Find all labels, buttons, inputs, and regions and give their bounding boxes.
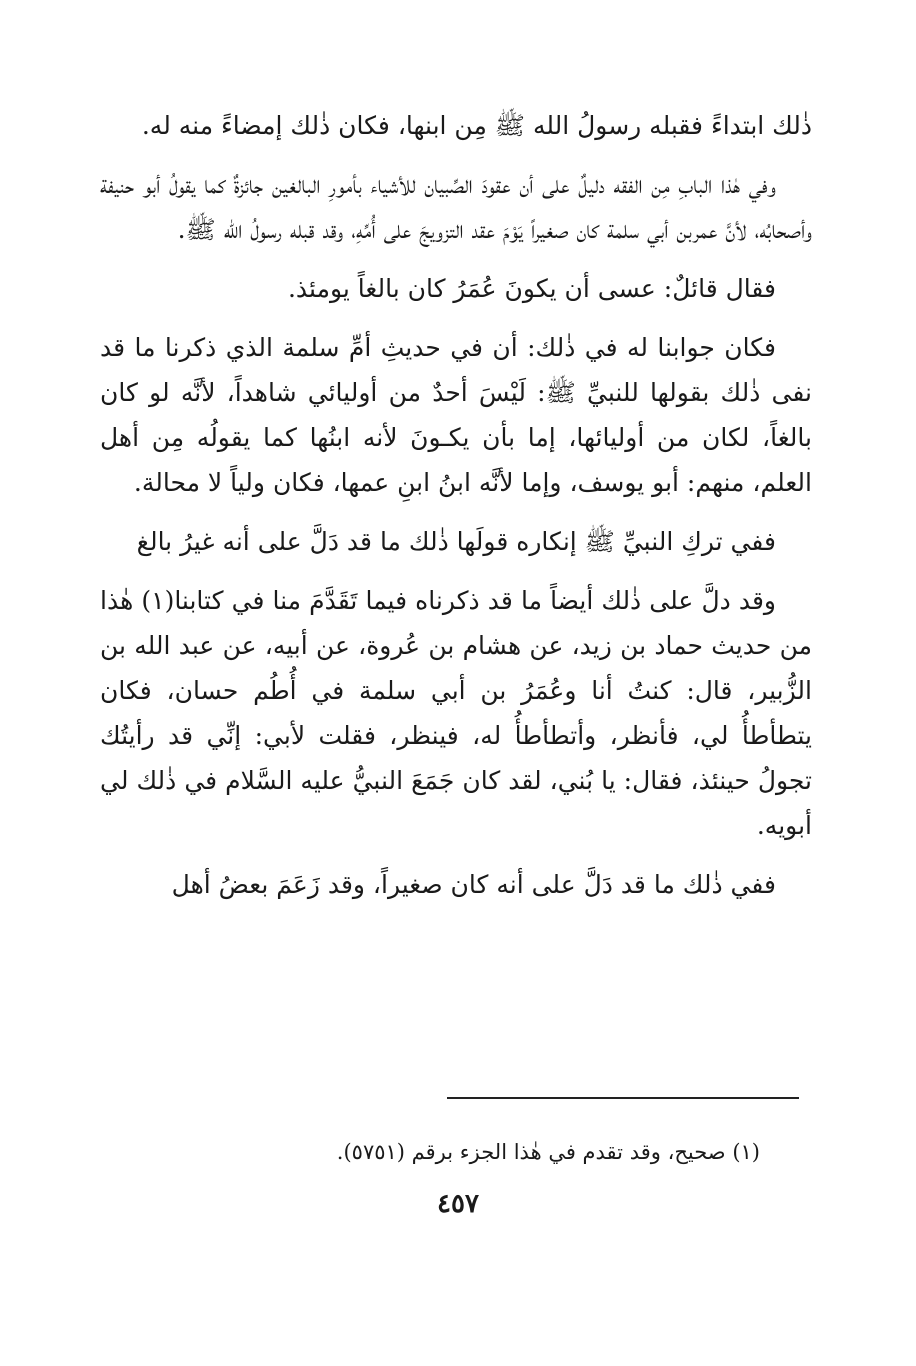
paragraph-5: ففي تركِ النبيِّ ﷺ إنكاره قولَها ذٰلك ما قد دَلَّ على أنه غيرُ بالغ — [136, 527, 776, 556]
paragraph-4: فكان جوابنا له في ذٰلك: أن في حديثِ أمِّ سلمة الذي ذكرنا ما قد نفى ذٰلك بقولها للنبيِّ ﷺ: لَيْسَ أحدٌ من أوليائي شاهداً، لأنَّه لو كان بالغاً، لكان من أوليائها، إما بأن يكـونَ لأنه ابنُها كما يقولُه مِن أهل العلم، منهم: أبو يوسف، وإما لأنَّه ابنُ ابنِ عمها، فكان ولياً لا محالة. — [100, 333, 812, 497]
footnote-divider — [447, 1097, 799, 1099]
paragraph-2: وفي هٰذا البابِ مِن الفقه دليلٌ على أن عقودَ الصِّبيان للأشياء بأمورِ البالغين جائزةٌ كما يقولُ أبو حنيفة وأصحابُه، لأنَّ عمربن أبي سلمة كان صغيراً يَوْمَ عقد التزويجَ على أُمِّهِ، وقد قبله رسولُ الله ﷺ. — [100, 170, 812, 244]
paragraph-1: ذٰلك ابتداءً فقبله رسولُ الله ﷺ مِن ابنها، فكان ذٰلك إمضاءً منه له. — [141, 111, 812, 140]
paragraph-7: ففي ذٰلك ما قد دَلَّ على أنه كان صغيراً، وقد زَعَمَ بعضُ أهل — [171, 870, 776, 899]
paragraph-6: وقد دلَّ على ذٰلك أيضاً ما قد ذكرناه فيما تَقَدَّمَ منا في كتابنا(١) هٰذا من حديث حماد بن زيد، عن هشام بن عُروة، عن أبيه، عن عبد الله بن الزُّبير، قال: كنتُ أنا وعُمَرُ بن أبي سلمة في أُطُم حسان، فكان يتطأطأُ لي، فأنظر، وأتطأطأُ له، فينظر، فقلت لأبي: إنِّي قد رأيتُك تجولُ حينئذ، فقال: يا بُني، لقد كان جَمَعَ النبيُّ عليه السَّلام في ذٰلك لي أبويه. — [100, 586, 812, 840]
paragraph-3: فقال قائلٌ: عسى أن يكونَ عُمَرُ كان بالغاً يومئذ. — [287, 274, 776, 303]
page-number: ٤٥٧ — [437, 1189, 479, 1219]
main-text-block — [100, 103, 812, 907]
footnote: (١) صحيح، وقد تقدم في هٰذا الجزء برقم (٥٧٥١). — [336, 1140, 760, 1164]
